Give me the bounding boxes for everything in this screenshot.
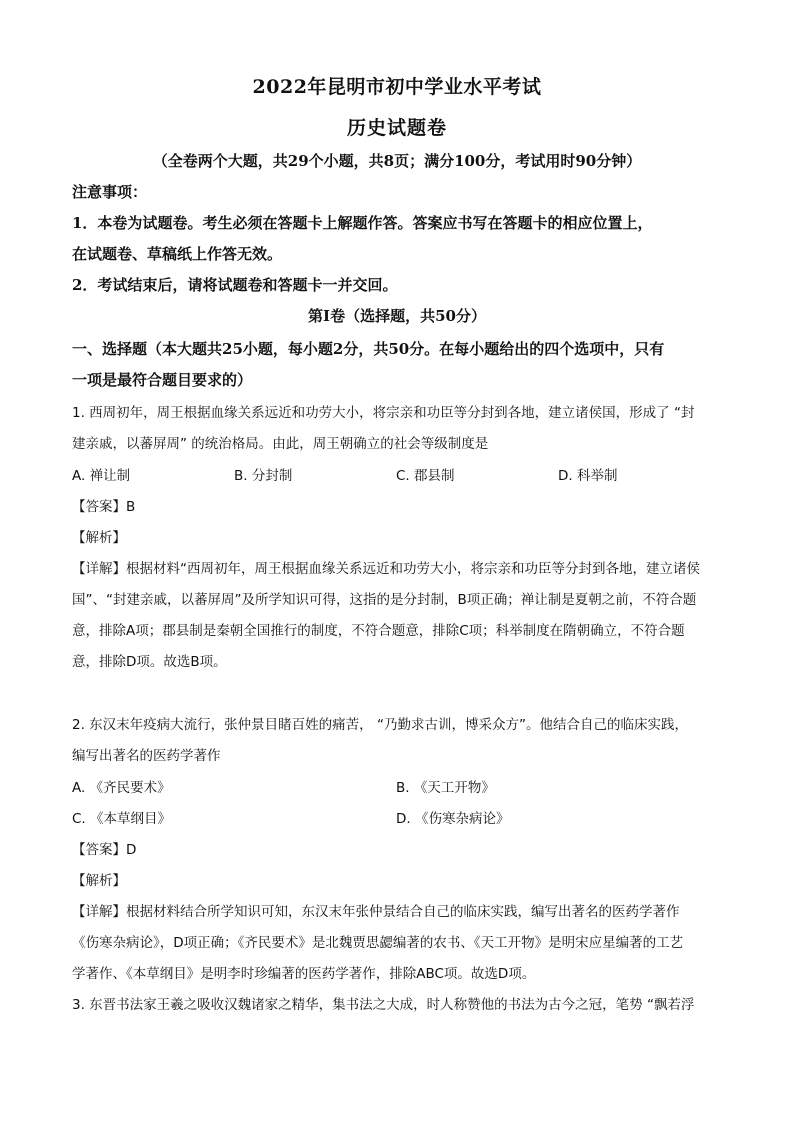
q2-stem-line-2: 编写出著名的医药学著作 xyxy=(72,748,221,764)
q2-option-a: A. 《齐民要术》 xyxy=(72,780,171,796)
q1-option-d: D. 科举制 xyxy=(558,468,618,484)
q2-detail-line-1: 【详解】根据材料结合所学知识可知，东汉末年张仲景结合自己的临床实践，编写出著名的医药学著作 xyxy=(72,904,680,920)
q1-option-a: A. 禅让制 xyxy=(72,468,131,484)
part1-heading: 第Ⅰ卷（选择题，共50分） xyxy=(308,307,486,325)
q1-option-b: B. 分封制 xyxy=(234,468,293,484)
q1-detail-line-3: 意，排除A项；郡县制是秦朝全国推行的制度，不符合题意，排除C项；科举制度在隋朝确立，不符合题 xyxy=(72,623,685,639)
notes-item-1-line-1: 1．本卷为试题卷。考生必须在答题卡上解题作答。答案应书写在答题卡的相应位置上， xyxy=(72,214,653,232)
notes-item-1-line-2: 在试题卷、草稿纸上作答无效。 xyxy=(72,245,283,263)
exam-title: 2022年昆明市初中学业水平考试 xyxy=(252,76,542,98)
q2-option-b: B. 《天工开物》 xyxy=(396,780,495,796)
q1-stem-line-1: 1. 西周初年，周王根据血缘关系远近和功劳大小，将宗亲和功臣等分封到各地，建立诸侯国，形成了 “封 xyxy=(72,405,695,421)
notes-item-2: 2．考试结束后，请将试题卷和答题卡一并交回。 xyxy=(72,276,398,294)
q1-answer: 【答案】B xyxy=(72,499,136,515)
section-heading-line-2: 一项是最符合题目要求的） xyxy=(72,371,253,389)
q3-stem-line-1: 3. 东晋书法家王羲之吸收汉魏诸家之精华，集书法之大成，时人称赞他的书法为古今之冠，笔势 “飘若浮 xyxy=(72,997,695,1013)
q2-option-d: D. 《伤寒杂病论》 xyxy=(396,811,510,827)
q2-stem-line-1: 2. 东汉末年疫病大流行，张仲景目睹百姓的痛苦， “乃勤求古训，博采众方”。他结合自己的临床实践， xyxy=(72,717,688,733)
exam-subtitle: 历史试题卷 xyxy=(346,117,447,139)
exam-info: （全卷两个大题，共29个小题，共8页；满分100分，考试用时90分钟） xyxy=(152,152,642,170)
q1-option-c: C. 郡县制 xyxy=(396,468,455,484)
q1-analysis-label: 【解析】 xyxy=(72,530,126,546)
notes-heading: 注意事项： xyxy=(72,183,148,201)
q1-stem-line-2: 建亲戚，以蕃屏周” 的统治格局。由此，周王朝确立的社会等级制度是 xyxy=(72,436,489,452)
q2-answer: 【答案】D xyxy=(72,842,137,858)
q2-analysis-label: 【解析】 xyxy=(72,873,126,889)
q2-detail-line-3: 学著作、《本草纲目》是明李时珍编著的医药学著作，排除ABC项。故选D项。 xyxy=(72,966,536,982)
q1-detail-line-2: 国”、“封建亲戚，以蕃屏周”及所学知识可得，这指的是分封制，B项正确；禅让制是夏朝之前，不符合题 xyxy=(72,592,697,608)
q1-detail-line-4: 意，排除D项。故选B项。 xyxy=(72,654,227,670)
q1-detail-line-1: 【详解】根据材料“西周初年，周王根据血缘关系远近和功劳大小，将宗亲和功臣等分封到各地，建立诸侯 xyxy=(72,561,700,577)
q2-option-c: C. 《本草纲目》 xyxy=(72,811,172,827)
q2-detail-line-2: 《伤寒杂病论》，D项正确；《齐民要术》是北魏贾思勰编著的农书、《天工开物》是明宋应星编著的工艺 xyxy=(72,935,684,951)
section-heading-line-1: 一、选择题（本大题共25小题，每小题2分，共50分。在每小题给出的四个选项中，只有 xyxy=(72,340,665,358)
